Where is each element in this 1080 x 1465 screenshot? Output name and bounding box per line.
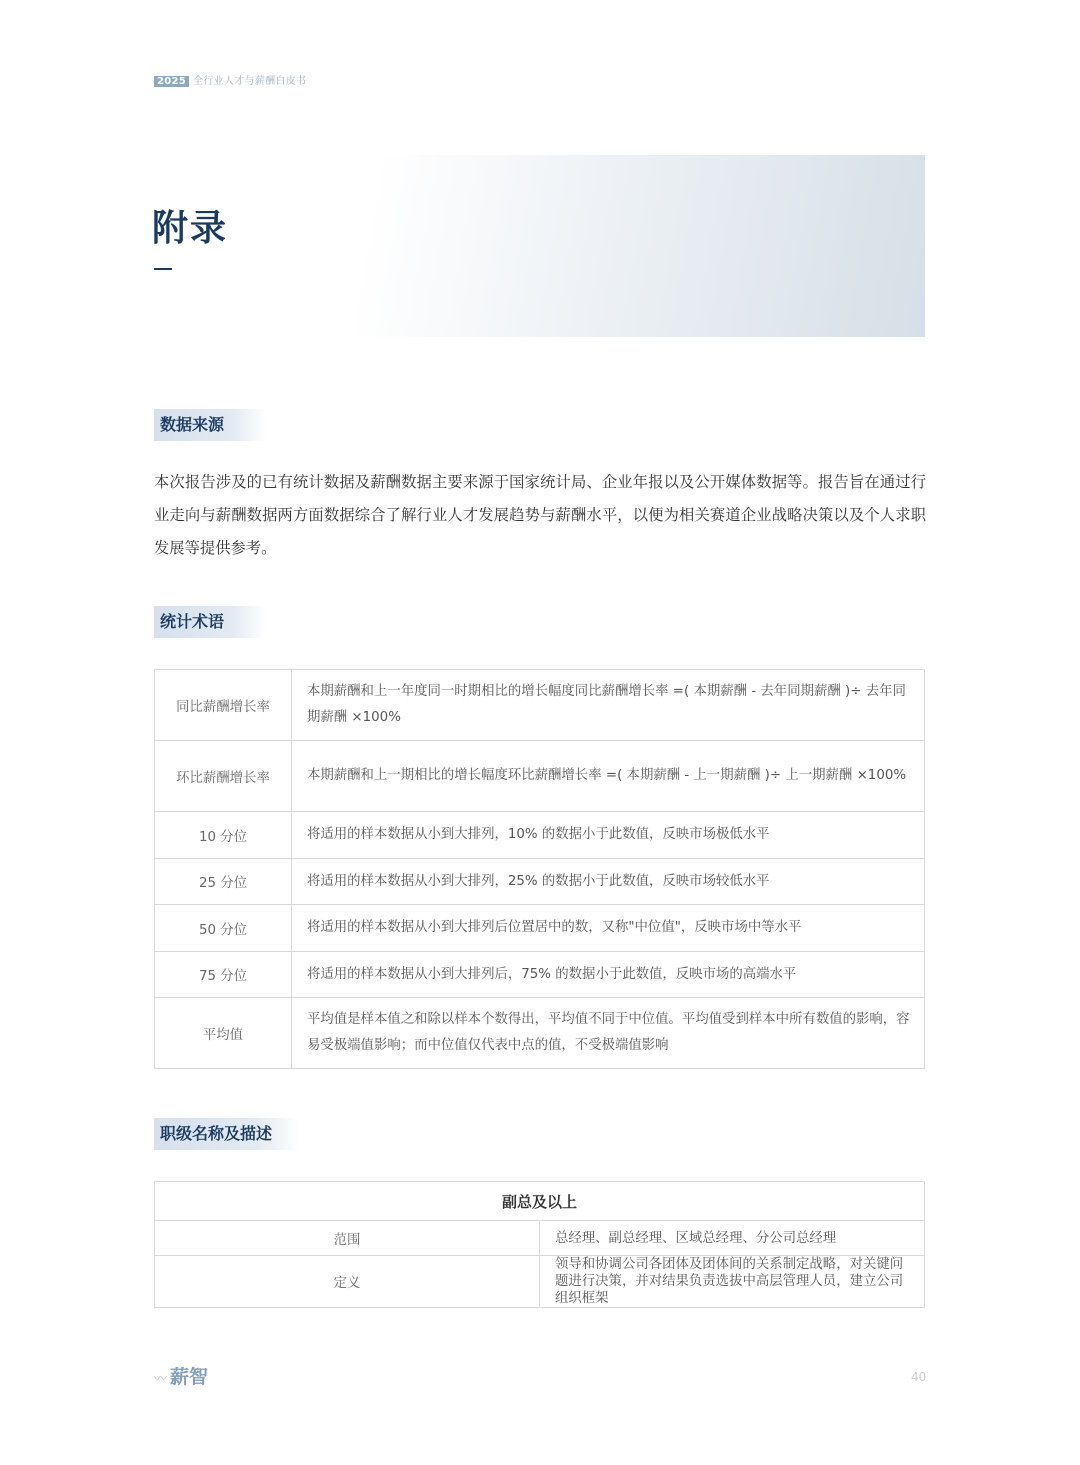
table-row — [155, 670, 925, 741]
definition-cell: 将适用的样本数据从小到大排列后，75% 的数据小于此数值，反映市场的高端水平 — [292, 952, 925, 998]
section-label-levels: 职级名称及描述 — [154, 1118, 300, 1150]
title-banner — [154, 155, 925, 337]
definition-cell: 总经理、副总经理、区域总经理、分公司总经理 — [540, 1221, 925, 1256]
term-cell: 平均值 — [155, 998, 292, 1069]
table-row — [155, 905, 925, 952]
section-label-terms: 统计术语 — [154, 606, 266, 638]
page-number: 40 — [911, 1370, 927, 1384]
table-row — [155, 952, 925, 998]
logo-text: 薪智 — [170, 1366, 209, 1388]
term-cell: 50 分位 — [155, 905, 292, 952]
definition-cell: 将适用的样本数据从小到大排列，25% 的数据小于此数值，反映市场较低水平 — [292, 859, 925, 905]
running-header — [154, 72, 306, 87]
table-row — [155, 859, 925, 905]
brand-logo — [154, 1362, 208, 1389]
table-header-row — [155, 1182, 925, 1221]
definition-cell: 本期薪酬和上一年度同一时期相比的增长幅度同比薪酬增长率 =( 本期薪酬 - 去年同期薪酬 )÷ 去年同期薪酬 ×100% — [292, 670, 925, 741]
table-row — [155, 998, 925, 1069]
definition-cell: 领导和协调公司各团体及团体间的关系制定战略，对关键问题进行决策，并对结果负责选拔中高层管理人员，建立公司组织框架 — [540, 1256, 925, 1308]
term-cell: 环比薪酬增长率 — [155, 741, 292, 812]
title-underline — [154, 268, 172, 270]
table-row — [155, 741, 925, 812]
data-source-paragraph: 本次报告涉及的已有统计数据及薪酬数据主要来源于国家统计局、企业年报以及公开媒体数据等。报告旨在通过行业走向与薪酬数据两方面数据综合了解行业人才发展趋势与薪酬水平，以便为相关赛道企业战略决策以及个人求职发展等提供参考。 — [154, 473, 926, 557]
table-row — [155, 812, 925, 859]
term-cell: 25 分位 — [155, 859, 292, 905]
levels-table — [154, 1181, 925, 1308]
header-year: 2025 — [154, 76, 189, 87]
table-row — [155, 1256, 925, 1308]
definition-cell: 本期薪酬和上一期相比的增长幅度环比薪酬增长率 =( 本期薪酬 - 上一期薪酬 )÷ 上一期薪酬 ×100% — [292, 741, 925, 812]
definition-cell: 将适用的样本数据从小到大排列，10% 的数据小于此数值，反映市场极低水平 — [292, 812, 925, 859]
table-row — [155, 1221, 925, 1256]
term-cell: 范围 — [155, 1221, 540, 1256]
logo-mark-icon: 〰 — [154, 1372, 168, 1387]
term-cell: 同比薪酬增长率 — [155, 670, 292, 741]
term-cell: 75 分位 — [155, 952, 292, 998]
terms-table — [154, 669, 925, 1069]
definition-cell: 将适用的样本数据从小到大排列后位置居中的数，又称"中位值"，反映市场中等水平 — [292, 905, 925, 952]
section-label-data-source: 数据来源 — [154, 409, 266, 441]
levels-table-title: 副总及以上 — [155, 1182, 925, 1221]
definition-cell: 平均值是样本值之和除以样本个数得出，平均值不同于中位值。平均值受到样本中所有数值的影响，容易受极端值影响；而中位值仅代表中点的值，不受极端值影响 — [292, 998, 925, 1069]
page-title: 附录 — [152, 208, 229, 249]
term-cell: 定义 — [155, 1256, 540, 1308]
term-cell: 10 分位 — [155, 812, 292, 859]
header-title: 全行业人才与薪酬白皮书 — [193, 76, 307, 87]
